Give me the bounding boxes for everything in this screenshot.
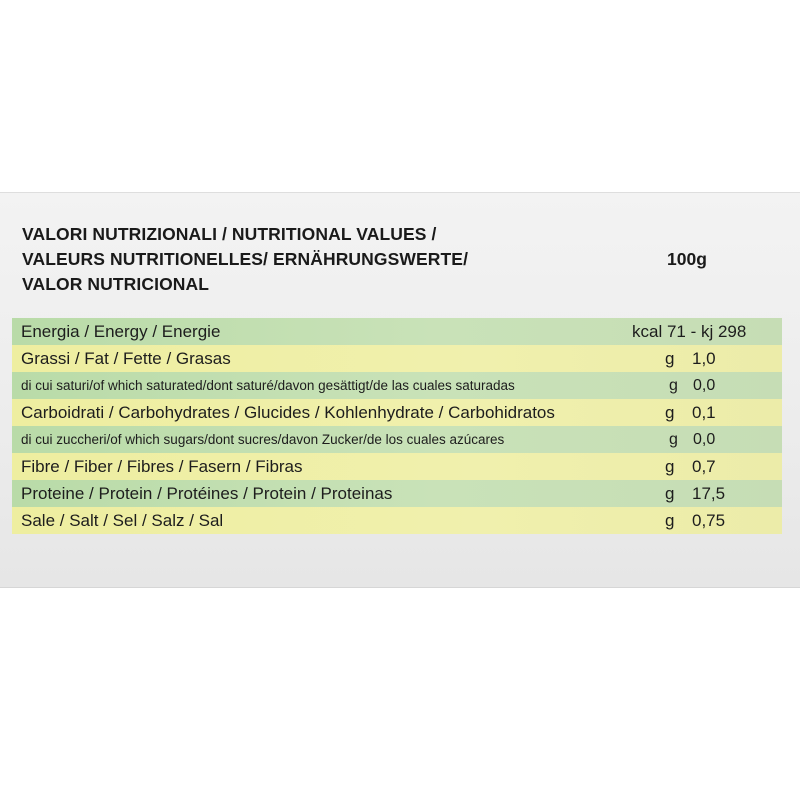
nutrient-value: 0,0 [693,377,716,394]
row-fat [12,345,782,372]
nutrient-value: 0,7 [692,457,716,476]
nutrient-value: 0,1 [692,403,716,422]
title-line-2: VALEURS NUTRITIONELLES/ ERNÄHRUNGSWERTE/ [22,249,469,269]
nutrient-name: Grassi / Fat / Fette / Grasas [21,349,231,368]
nutrient-value: 0,75 [692,511,726,530]
title-line-3: VALOR NUTRICIONAL [22,274,210,294]
nutrient-unit: g [669,431,678,448]
nutrition-table [12,318,782,534]
row-fibre [12,453,782,480]
row-saturated [12,372,782,399]
nutrient-value: kcal 71 - kj 298 [632,322,747,341]
nutrient-unit: g [665,403,675,422]
nutrient-unit: g [665,349,675,368]
nutrient-name: di cui saturi/of which saturated/dont saturé/davon gesättigt/de las cuales saturadas [21,378,515,393]
nutrition-title [22,222,468,297]
row-sugars [12,426,782,453]
row-protein [12,480,782,507]
nutrient-name: Carboidrati / Carbohydrates / Glucides / Kohlenhydrate / Carbohidratos [21,403,555,422]
row-salt [12,507,782,534]
nutrient-unit: g [669,377,678,394]
nutrient-value: 1,0 [692,349,716,368]
nutrient-name: Sale / Salt / Sel / Salz / Sal [21,511,224,530]
nutrient-unit: g [665,511,675,530]
nutrient-unit: g [665,457,675,476]
nutrient-name: Energia / Energy / Energie [21,322,221,341]
title-line-1: VALORI NUTRIZIONALI / NUTRITIONAL VALUES / [22,224,437,244]
nutrient-name: di cui zuccheri/of which sugars/dont sucres/davon Zucker/de los cuales azúcares [21,432,505,447]
nutrient-name: Proteine / Protein / Protéines / Protein / Proteinas [21,484,393,503]
nutrient-value: 17,5 [692,484,726,503]
nutrient-name: Fibre / Fiber / Fibres / Fasern / Fibras [21,457,303,476]
nutrient-value: 0,0 [693,431,716,448]
row-carbohydrates [12,399,782,426]
nutrient-unit: g [665,484,675,503]
row-energy [12,318,782,345]
per-100g-header: 100g [667,249,707,269]
